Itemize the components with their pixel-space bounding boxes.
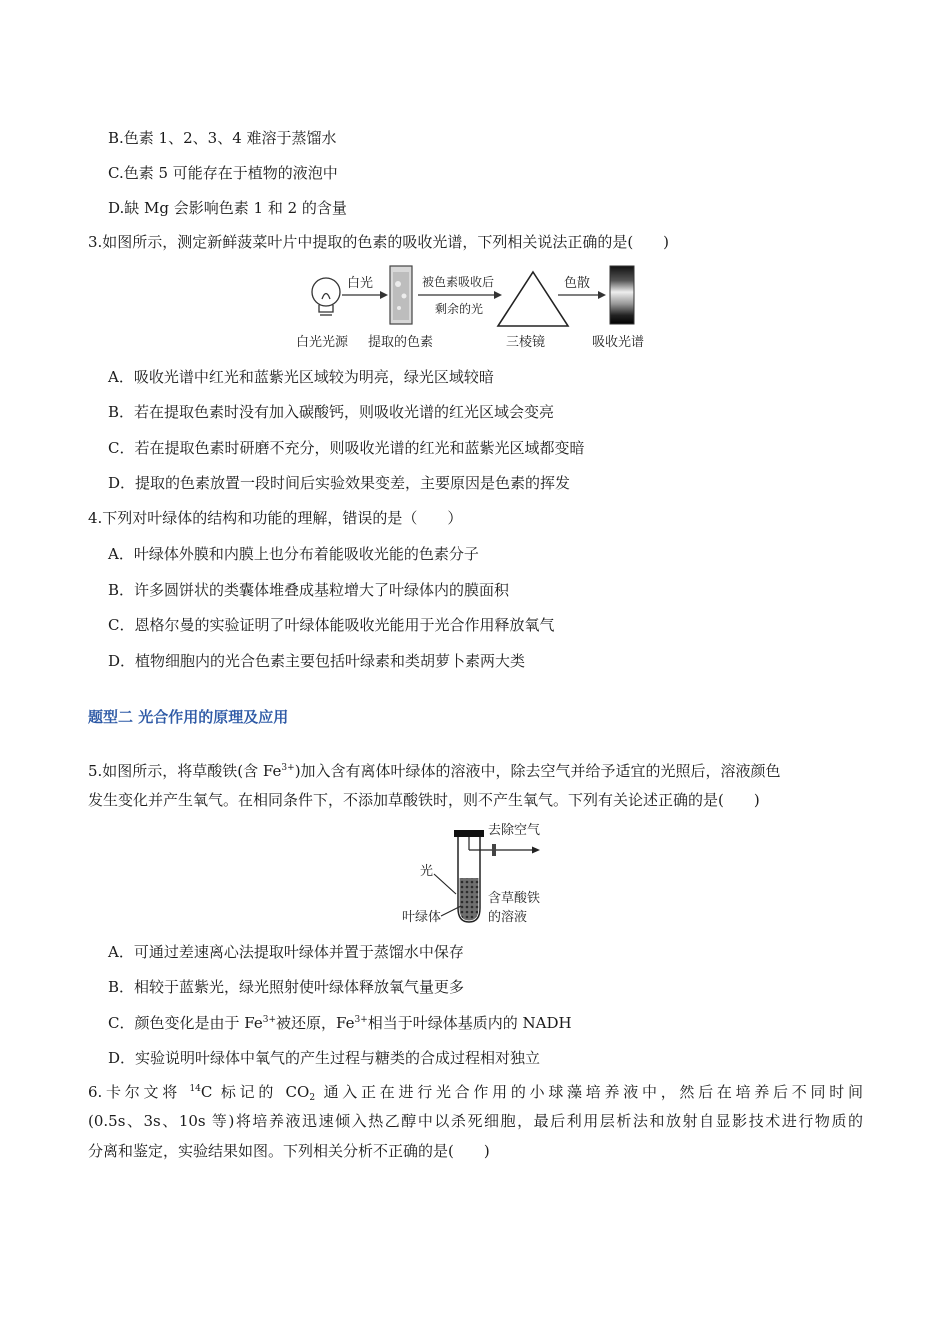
q6-line3: 分离和鉴定，实验结果如图。下列相关分析不正确的是( ) bbox=[88, 1142, 490, 1160]
q6-line2: (0.5s、3s、10s 等)将培养液迅速倾入热乙醇中以杀死细胞，最后利用层析法和放射自显影技术进行物质的 bbox=[88, 1112, 863, 1130]
q5-figure bbox=[400, 820, 570, 930]
q5-stem-line1 bbox=[88, 760, 781, 782]
q4-option-d: D．植物细胞内的光合色素主要包括叶绿素和类胡萝卜素两大类 bbox=[108, 652, 526, 670]
label-chloroplast: 叶绿体 bbox=[402, 910, 442, 925]
absorption-spectrum-strip bbox=[610, 266, 634, 324]
pigment-extract-tube bbox=[390, 266, 412, 324]
q5-option-a: A．可通过差速离心法提取叶绿体并置于蒸馏水中保存 bbox=[108, 943, 464, 961]
caption-prism: 三棱镜 bbox=[506, 335, 546, 350]
tube-stopper bbox=[454, 830, 484, 837]
q4-stem: 4.下列对叶绿体的结构和功能的理解，错误的是（ ） bbox=[88, 509, 463, 527]
isotope-mass: 14 bbox=[189, 1084, 201, 1094]
prism-triangle bbox=[498, 272, 568, 326]
q5-stem-line2: 发生变化并产生氧气。在相同条件下，不添加草酸铁时，则不产生氧气。下列有关论述正确的是( ) bbox=[88, 791, 760, 809]
q4-option-c: C．恩格尔曼的实验证明了叶绿体能吸收光能用于光合作用释放氧气 bbox=[108, 616, 555, 634]
caption-pigment: 提取的色素 bbox=[368, 335, 434, 350]
arrow3-label: 色散 bbox=[564, 276, 591, 291]
arrow-dispersion bbox=[558, 291, 606, 299]
q5-option-b: B．相较于蓝紫光，绿光照射使叶绿体释放氧气量更多 bbox=[108, 978, 465, 996]
light-arrow bbox=[434, 874, 456, 894]
caption-light-source: 白光光源 bbox=[296, 335, 349, 350]
q2-option-b: B.色素 1、2、3、4 难溶于蒸馏水 bbox=[108, 129, 337, 147]
q3-option-b: B．若在提取色素时没有加入碳酸钙，则吸收光谱的红光区域会变亮 bbox=[108, 403, 555, 421]
fe-charge: 3+ bbox=[262, 1015, 276, 1025]
q5-option-c-part-c: 相当于叶绿体基质内的 NADH bbox=[367, 1014, 572, 1032]
q5-stem-part-b: )加入含有离体叶绿体的溶液中，除去空气并给予适宜的光照后，溶液颜色 bbox=[294, 762, 781, 780]
q5-option-c-part-b: 被还原，Fe bbox=[276, 1014, 355, 1032]
q3-option-c: C．若在提取色素时研磨不充分，则吸收光谱的红光和蓝紫光区域都变暗 bbox=[108, 439, 585, 457]
label-solution-line1: 含草酸铁 bbox=[488, 891, 541, 906]
q3-stem: 3.如图所示，测定新鲜菠菜叶片中提取的色素的吸收光谱，下列相关说法正确的是( ) bbox=[88, 233, 670, 251]
q4-option-b: B．许多圆饼状的类囊体堆叠成基粒增大了叶绿体内的膜面积 bbox=[108, 581, 510, 599]
arrow-white-light bbox=[342, 291, 388, 299]
arrow2-label-line1: 被色素吸收后 bbox=[422, 275, 495, 289]
label-light: 光 bbox=[420, 864, 434, 879]
label-remove-air: 去除空气 bbox=[488, 823, 541, 838]
caption-spectrum: 吸收光谱 bbox=[592, 335, 645, 350]
q5-option-d: D．实验说明叶绿体中氧气的产生过程与糖类的合成过程相对独立 bbox=[108, 1049, 541, 1067]
co2-subscript: 2 bbox=[309, 1093, 316, 1103]
q5-stem-part-a: 5.如图所示，将草酸铁(含 Fe bbox=[88, 762, 282, 780]
q5-option-c-part-a: C．颜色变化是由于 Fe bbox=[108, 1014, 263, 1032]
light-bulb-icon bbox=[312, 278, 340, 315]
arrow-remaining-light bbox=[418, 291, 502, 299]
arrow1-label: 白光 bbox=[347, 276, 374, 291]
fe-charge: 3+ bbox=[354, 1015, 368, 1025]
chloroplast-solution bbox=[460, 878, 479, 921]
section-title: 题型二 光合作用的原理及应用 bbox=[88, 708, 289, 726]
q6-part-a: 6.卡尔文将 bbox=[88, 1083, 190, 1101]
label-solution-line2: 的溶液 bbox=[488, 910, 528, 925]
q6-line1 bbox=[88, 1081, 863, 1103]
arrow2-label-line2: 剩余的光 bbox=[435, 302, 484, 316]
q3-option-d: D．提取的色素放置一段时间后实验效果变差，主要原因是色素的挥发 bbox=[108, 474, 571, 492]
q2-option-c: C.色素 5 可能存在于植物的液泡中 bbox=[108, 164, 338, 182]
q6-part-b: C 标记的 CO bbox=[200, 1083, 310, 1101]
q3-figure bbox=[290, 262, 670, 354]
q2-option-d: D.缺 Mg 会影响色素 1 和 2 的含量 bbox=[108, 199, 347, 217]
q3-option-a: A．吸收光谱中红光和蓝紫光区域较为明亮，绿光区域较暗 bbox=[108, 368, 494, 386]
q4-option-a: A．叶绿体外膜和内膜上也分布着能吸收光能的色素分子 bbox=[108, 545, 479, 563]
q5-option-c bbox=[108, 1012, 572, 1034]
q6-part-c: 通入正在进行光合作用的小球藻培养液中，然后在培养后不同时间 bbox=[315, 1083, 863, 1101]
fe-charge: 3+ bbox=[281, 763, 295, 773]
